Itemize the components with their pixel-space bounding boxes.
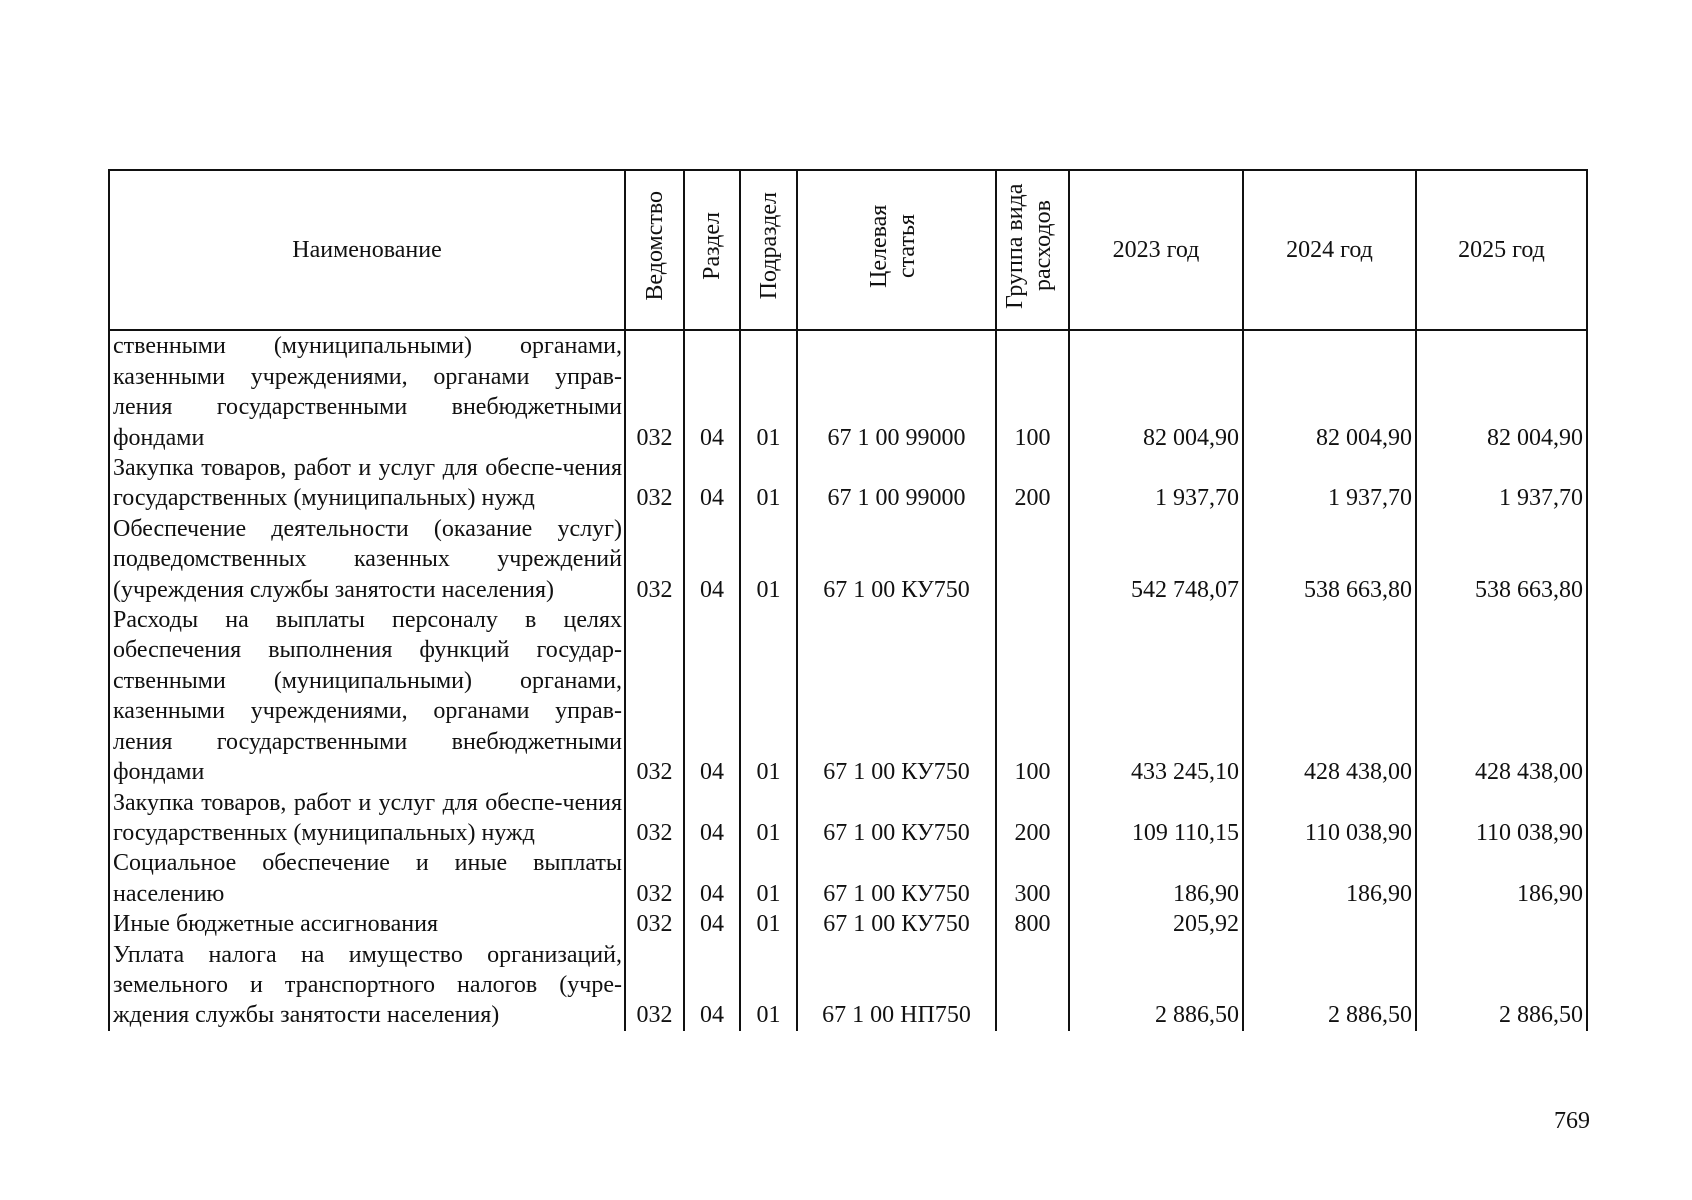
header-vedomstvo: Ведомство (625, 170, 684, 330)
row-value-2025: 1 937,70 (1416, 453, 1587, 514)
row-vedomstvo: 032 (625, 848, 684, 909)
row-name: ственными (муниципальными) органами, казенными учреждениями, органами управ-ления государственными внебюджетными фондами (109, 330, 625, 453)
row-name: Закупка товаров, работ и услуг для обеспе-чения государственных (муниципальных) нужд (109, 788, 625, 849)
row-vedomstvo: 032 (625, 940, 684, 1031)
row-value-2025: 110 038,90 (1416, 788, 1587, 849)
row-vedomstvo: 032 (625, 909, 684, 939)
row-value-2024: 82 004,90 (1243, 330, 1416, 453)
row-value-2024: 186,90 (1243, 848, 1416, 909)
row-vedomstvo: 032 (625, 453, 684, 514)
row-value-2023: 186,90 (1069, 848, 1243, 909)
row-celevaya-statya: 67 1 00 КУ750 (797, 848, 996, 909)
row-podrazdel: 01 (740, 605, 797, 787)
row-value-2024: 110 038,90 (1243, 788, 1416, 849)
row-value-2024 (1243, 909, 1416, 939)
row-razdel: 04 (684, 605, 740, 787)
row-value-2023: 205,92 (1069, 909, 1243, 939)
row-podrazdel: 01 (740, 453, 797, 514)
row-podrazdel: 01 (740, 514, 797, 605)
table-row (109, 788, 1587, 849)
table-row (109, 909, 1587, 939)
row-value-2024: 1 937,70 (1243, 453, 1416, 514)
row-gruppa: 800 (996, 909, 1069, 939)
header-2023: 2023 год (1069, 170, 1243, 330)
budget-table (108, 169, 1588, 1031)
row-vedomstvo: 032 (625, 605, 684, 787)
row-razdel: 04 (684, 788, 740, 849)
row-celevaya-statya: 67 1 00 99000 (797, 453, 996, 514)
row-vedomstvo: 032 (625, 330, 684, 453)
row-gruppa: 100 (996, 605, 1069, 787)
row-razdel: 04 (684, 453, 740, 514)
row-razdel: 04 (684, 514, 740, 605)
row-value-2025: 538 663,80 (1416, 514, 1587, 605)
header-razdel: Раздел (684, 170, 740, 330)
header-name: Наименование (109, 170, 625, 330)
row-podrazdel: 01 (740, 788, 797, 849)
row-value-2025: 428 438,00 (1416, 605, 1587, 787)
row-podrazdel: 01 (740, 940, 797, 1031)
row-value-2023: 2 886,50 (1069, 940, 1243, 1031)
row-celevaya-statya: 67 1 00 99000 (797, 330, 996, 453)
row-name: Обеспечение деятельности (оказание услуг) подведомственных казенных учреждений (учреждения службы занятости населения) (109, 514, 625, 605)
row-value-2023: 542 748,07 (1069, 514, 1243, 605)
row-vedomstvo: 032 (625, 788, 684, 849)
row-razdel: 04 (684, 909, 740, 939)
row-celevaya-statya: 67 1 00 НП750 (797, 940, 996, 1031)
row-value-2023: 433 245,10 (1069, 605, 1243, 787)
row-value-2025 (1416, 909, 1587, 939)
row-value-2023: 109 110,15 (1069, 788, 1243, 849)
row-value-2025: 186,90 (1416, 848, 1587, 909)
table-row (109, 848, 1587, 909)
table-row (109, 605, 1587, 787)
header-podrazdel: Подраздел (740, 170, 797, 330)
table-header-row (109, 170, 1587, 330)
row-gruppa: 200 (996, 453, 1069, 514)
row-celevaya-statya: 67 1 00 КУ750 (797, 514, 996, 605)
row-name: Уплата налога на имущество организаций, земельного и транспортного налогов (учре-ждения службы занятости населения) (109, 940, 625, 1031)
header-2024: 2024 год (1243, 170, 1416, 330)
row-value-2025: 2 886,50 (1416, 940, 1587, 1031)
header-gruppa-vida-rashodov: Группа вида расходов (996, 170, 1069, 330)
page-number: 769 (1554, 1108, 1590, 1134)
row-name: Расходы на выплаты персоналу в целях обеспечения выполнения функций государ-ственными (муниципальными) органами, казенными учреждениями, органами управ-ления государственными внебюджетными фондами (109, 605, 625, 787)
row-gruppa: 200 (996, 788, 1069, 849)
header-2025: 2025 год (1416, 170, 1587, 330)
row-value-2025: 82 004,90 (1416, 330, 1587, 453)
row-name: Закупка товаров, работ и услуг для обеспе-чения государственных (муниципальных) нужд (109, 453, 625, 514)
row-value-2024: 428 438,00 (1243, 605, 1416, 787)
table-row (109, 330, 1587, 453)
table-row (109, 453, 1587, 514)
row-gruppa (996, 514, 1069, 605)
row-podrazdel: 01 (740, 909, 797, 939)
row-gruppa: 300 (996, 848, 1069, 909)
row-razdel: 04 (684, 848, 740, 909)
row-value-2023: 1 937,70 (1069, 453, 1243, 514)
row-name: Социальное обеспечение и иные выплаты населению (109, 848, 625, 909)
row-value-2024: 538 663,80 (1243, 514, 1416, 605)
row-podrazdel: 01 (740, 330, 797, 453)
row-celevaya-statya: 67 1 00 КУ750 (797, 909, 996, 939)
row-razdel: 04 (684, 330, 740, 453)
row-celevaya-statya: 67 1 00 КУ750 (797, 605, 996, 787)
row-name: Иные бюджетные ассигнования (109, 909, 625, 939)
header-celevaya-statya: Целевая статья (797, 170, 996, 330)
row-razdel: 04 (684, 940, 740, 1031)
row-gruppa (996, 940, 1069, 1031)
row-value-2024: 2 886,50 (1243, 940, 1416, 1031)
row-value-2023: 82 004,90 (1069, 330, 1243, 453)
row-vedomstvo: 032 (625, 514, 684, 605)
row-podrazdel: 01 (740, 848, 797, 909)
row-gruppa: 100 (996, 330, 1069, 453)
table-row (109, 514, 1587, 605)
row-celevaya-statya: 67 1 00 КУ750 (797, 788, 996, 849)
table-row (109, 940, 1587, 1031)
